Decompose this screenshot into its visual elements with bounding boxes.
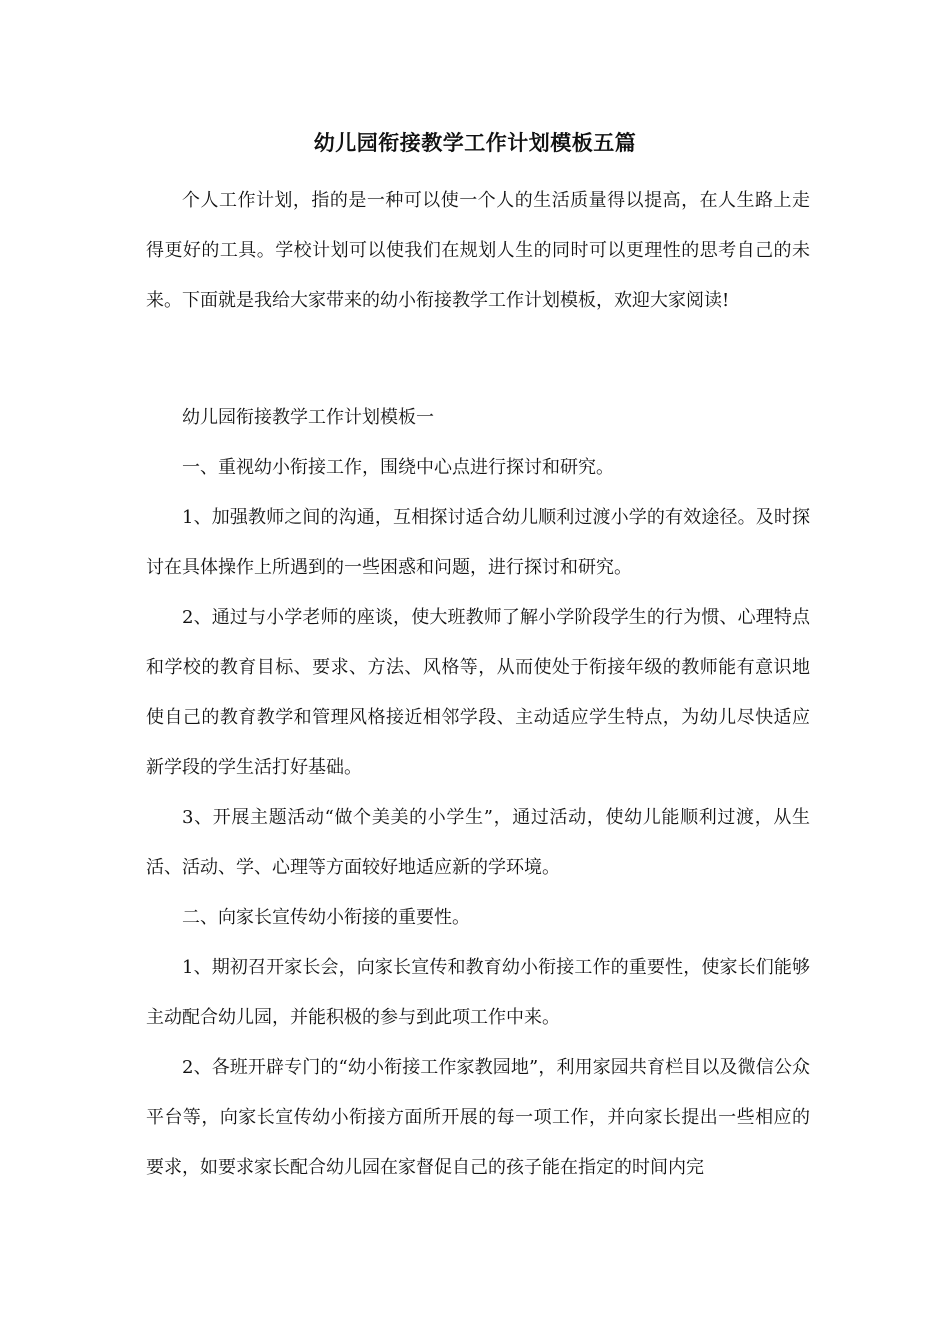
paragraph-3: 3、开展主题活动“做个美美的小学生”，通过活动，使幼儿能顺利过渡，从生活、活动、学、心理等方面较好地适应新的学环境。 (146, 807, 810, 878)
main-section (146, 393, 810, 1193)
paragraph-2: 2、通过与小学老师的座谈，使大班教师了解小学阶段学生的行为惯、心理特点和学校的教育目标、要求、方法、风格等，从而使处于衔接年级的教师能有意识地使自己的教育教学和管理风格接近相邻学段、主动适应学生特点，为幼儿尽快适应新学段的学生活打好基础。 (146, 607, 810, 778)
paragraph-1: 1、加强教师之间的沟通，互相探讨适合幼儿顺利过渡小学的有效途径。及时探讨在具体操作上所遇到的一些困惑和问题，进行探讨和研究。 (146, 507, 810, 578)
subheading-2: 二、向家长宣传幼小衔接的重要性。 (182, 907, 470, 928)
paragraph-5: 2、各班开辟专门的“幼小衔接工作家教园地”，利用家园共育栏目以及微信公众平台等，向家长宣传幼小衔接方面所开展的每一项工作，并向家长提出一些相应的要求，如要求家长配合幼儿园在家督促自己的孩子能在指定的时间内完 (146, 1057, 810, 1178)
paragraph-4: 1、期初召开家长会，向家长宣传和教育幼小衔接工作的重要性，使家长们能够主动配合幼儿园，并能积极的参与到此项工作中来。 (146, 957, 810, 1028)
subheading-1: 一、重视幼小衔接工作，围绕中心点进行探讨和研究。 (182, 457, 614, 478)
intro-section (146, 176, 810, 326)
section-heading: 幼儿园衔接教学工作计划模板一 (182, 407, 434, 428)
intro-paragraph: 个人工作计划，指的是一种可以使一个人的生活质量得以提高，在人生路上走得更好的工具。学校计划可以使我们在规划人生的同时可以更理性的思考自己的未来。下面就是我给大家带来的幼小衔接教学工作计划模板，欢迎大家阅读! (146, 190, 810, 311)
document-title: 幼儿园衔接教学工作计划模板五篇 (313, 130, 637, 155)
